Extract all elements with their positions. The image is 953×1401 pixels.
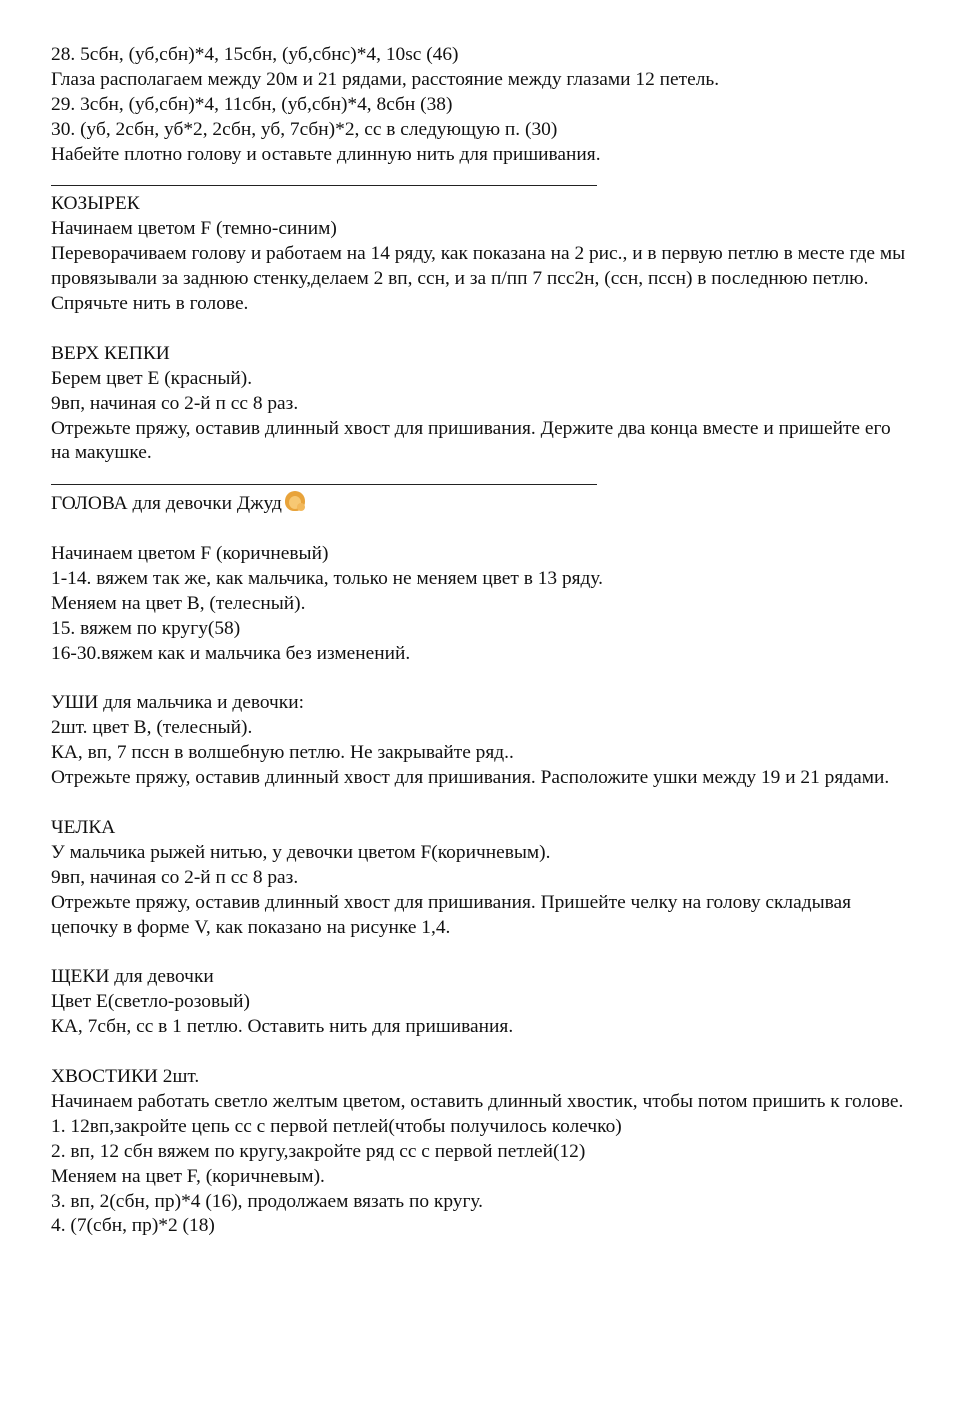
tails-line-3: 2. вп, 12 сбн вяжем по кругу,закройте ряд сс с первой петлей(12) — [51, 1140, 586, 1162]
girl-head-heading — [51, 491, 911, 517]
ears-line-2: КА, вп, 7 пссн в волшебную петлю. Не закрывайте ряд.. — [51, 742, 514, 764]
bangs-line-3: Отрежьте пряжу, оставив длинный хвост для пришивания. Пришейте челку на голову складывая — [51, 891, 852, 913]
blank-line — [51, 667, 911, 692]
blank-line — [51, 517, 911, 542]
girl-line-3: Меняем на цвет B, (телесный). — [51, 592, 306, 614]
blank-line — [51, 941, 911, 966]
cheeks-line-1: Цвет E(светло-розовый) — [51, 991, 250, 1013]
girl-line-5: 16-30.вяжем как и мальчика без изменений. — [51, 642, 411, 664]
cap-top-title: ВЕРХ КЕПКИ — [51, 342, 170, 364]
cheeks-line-2: КА, 7сбн, сс в 1 петлю. Оставить нить для пришивания. — [51, 1016, 514, 1038]
cheeks-title: ЩЕКИ для девочки — [51, 966, 214, 988]
girl-head-title: ГОЛОВА для девочки Джуд — [51, 493, 282, 515]
eyes-note: Глаза располагаем между 20м и 21 рядами, расстояние между глазами 12 петель. — [51, 68, 720, 90]
tails-line-1: Начинаем работать светло желтым цветом, оставить длинный хвостик, чтобы потом пришить к голове. — [51, 1090, 904, 1112]
bangs-line-1: У мальчика рыжей нитью, у девочки цветом F(коричневым). — [51, 841, 551, 863]
tails-line-4: Меняем на цвет F, (коричневым). — [51, 1165, 325, 1187]
girl-line-1: Начинаем цветом F (коричневый) — [51, 543, 329, 565]
row-29: 29. 3сбн, (уб,сбн)*4, 11сбн, (уб,сбн)*4, 8сбн (38) — [51, 93, 453, 115]
girl-face-icon — [284, 491, 306, 513]
blank-line — [51, 317, 911, 342]
cap-top-line-1: Берем цвет E (красный). — [51, 367, 253, 389]
visor-line-2: Переворачиваем голову и работаем на 14 ряду, как показана на 2 рис., и в первую петлю в месте где мы провязывали за заднюю стенку,делаем 2 вп, ссн, и за п/пп 7 псс2н, (ссн, пссн) в последнюю петлю. — [51, 243, 910, 290]
row-28: 28. 5сбн, (уб,сбн)*4, 15сбн, (уб,сбнс)*4, 10sc (46) — [51, 44, 459, 65]
girl-line-4: 15. вяжем по кругу(58) — [51, 617, 241, 639]
visor-title: КОЗЫРЕК — [51, 193, 140, 215]
bangs-title: ЧЕЛКА — [51, 817, 116, 838]
document-text — [51, 43, 911, 1239]
stuffing-note: Набейте плотно голову и оставьте длинную нить для пришивания. — [51, 143, 601, 165]
ears-line-1: 2шт. цвет B, (телесный). — [51, 717, 253, 739]
blank-line — [51, 791, 911, 816]
tails-title: ХВОСТИКИ 2шт. — [51, 1066, 200, 1088]
separator-2 — [51, 466, 911, 491]
ears-line-3: Отрежьте пряжу, оставив длинный хвост для пришивания. Расположите ушки между 19 и 21 рядами. — [51, 767, 890, 789]
blank-line — [51, 1040, 911, 1065]
bangs-line-2: 9вп, начиная со 2-й п сс 8 раз. — [51, 866, 299, 888]
ears-title: УШИ для мальчика и девочки: — [51, 692, 304, 714]
row-30: 30. (уб, 2сбн, уб*2, 2сбн, уб, 7сбн)*2, сс в следующую п. (30) — [51, 118, 558, 140]
tails-line-2: 1. 12вп,закройте цепь сс с первой петлей(чтобы получилось колечко) — [51, 1115, 622, 1137]
bangs-line-4: цепочку в форме V, как показано на рисунке 1,4. — [51, 916, 451, 938]
separator-1 — [51, 168, 911, 193]
cap-top-line-3: Отрежьте пряжу, оставив длинный хвост для пришивания. Держите два конца вместе и пришейте его на макушке. — [51, 417, 896, 464]
girl-line-2: 1-14. вяжем так же, как мальчика, только не меняем цвет в 13 ряду. — [51, 567, 604, 589]
tails-line-5: 3. вп, 2(сбн, пр)*4 (16), продолжаем вязать по кругу. — [51, 1190, 484, 1212]
tails-line-6: 4. (7(сбн, пр)*2 (18) — [51, 1215, 215, 1237]
visor-line-3: Спрячьте нить в голове. — [51, 293, 249, 315]
cap-top-line-2: 9вп, начиная со 2-й п сс 8 раз. — [51, 392, 299, 414]
visor-line-1: Начинаем цветом F (темно-синим) — [51, 218, 337, 240]
